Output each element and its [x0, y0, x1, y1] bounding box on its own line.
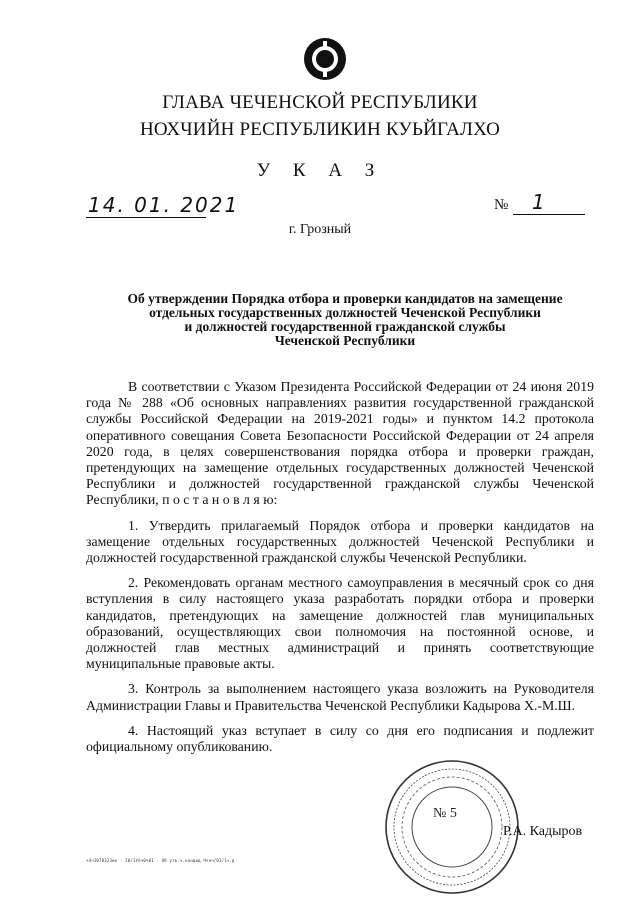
decree-title — [90, 292, 600, 348]
seal-number: № 5 — [433, 806, 457, 821]
decree-label: У К А З — [256, 160, 384, 181]
preamble-paragraph: В соответствии с Указом Президента Российской Федерации от 24 июня 2019 года № 288 «Об основных направлениях развития государственной гражданской службы Российской Федерации на 2019-2021 годы» и пунктом 14.2 протокола оперативного совещания Совета Безопасности Российской Федерации от 24 апреля 2020 года, в целях совершенствования порядка отбора и проверки граждан, претендующих на замещение отдельных государственных должностей Чеченской Республики и должностей государственной гражданской службы Чеченской Республики, п о с т а н о в л я ю: — [86, 379, 594, 508]
title-line: Чеченской Республики — [274, 333, 416, 348]
header-title-russian: ГЛАВА ЧЕЧЕНСКОЙ РЕСПУБЛИКИ — [162, 92, 478, 113]
header-title-chechen: НОХЧИЙН РЕСПУБЛИКИН КУЬЙГАЛХО — [139, 119, 501, 140]
document-footer-code: ч4ч1070323ин · 20/1Уёч0ч01 · Об утв.ч.кандид.Ччнч/01/1ч.д — [86, 858, 235, 863]
date-underline — [86, 217, 206, 218]
signer-name: Р.А. Кадыров — [503, 824, 583, 839]
number-label: № — [494, 197, 509, 213]
official-stamp-seal — [382, 757, 522, 897]
coat-of-arms-emblem — [303, 37, 347, 81]
clause-2: 2. Рекомендовать органам местного самоуправления в месячный срок со дня вступления в силу настоящего указа разработать порядки отбора и проверки кандидатов, претендующих на замещение должностей глав муниципальных образований, осуществляющих свои полномочия на постоянной основе, и должностей глав местных администраций и принять соответствующие муниципальные правовые акты. — [86, 575, 594, 672]
decree-body — [86, 379, 594, 764]
decree-number: 1 — [532, 190, 545, 214]
title-line: Об утверждении Порядка отбора и проверки кандидатов на замещение — [127, 291, 563, 306]
title-line: отдельных государственных должностей Чеченской Республики — [149, 305, 541, 320]
clause-4: 4. Настоящий указ вступает в силу со дня его подписания и подлежит официальному опубликованию. — [86, 722, 594, 755]
title-line: и должностей государственной гражданской службы — [184, 319, 506, 334]
clause-1: 1. Утвердить прилагаемый Порядок отбора и проверки кандидатов на замещение отдельных государственных должностей Чеченской Республики и должностей государственной гражданской службы Чеченской Республики. — [86, 517, 594, 566]
number-underline — [513, 214, 585, 215]
decree-date: 14. 01. 2021 — [88, 193, 240, 217]
clause-3: 3. Контроль за выполнением настоящего указа возложить на Руководителя Администрации Главы и Правительства Чеченской Республики Кадырова Х.-М.Ш. — [86, 681, 594, 713]
city: г. Грозный — [288, 222, 352, 237]
